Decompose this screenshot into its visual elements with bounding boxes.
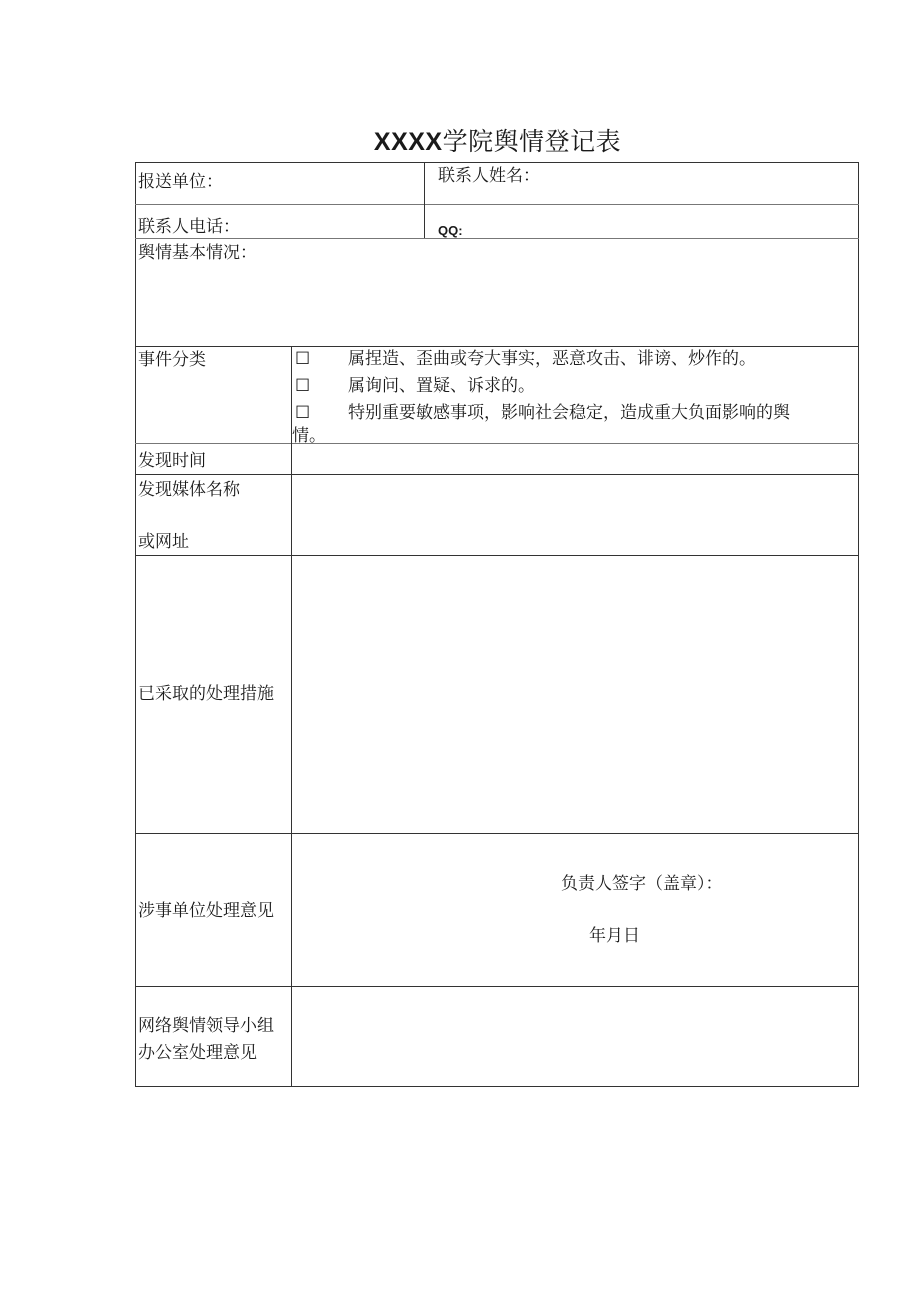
media-name-label-line2: 或网址 — [138, 532, 189, 552]
row-divider-3 — [135, 346, 859, 347]
title-prefix: XXXX — [373, 128, 443, 156]
title-text: 学院舆情登记表 — [442, 127, 622, 156]
unit-opinion-label: 涉事单位处理意见 — [138, 901, 274, 921]
measures-taken-label: 已采取的处理措施 — [138, 684, 274, 704]
category-text-2: 属询问、置疑、诉求的。 — [348, 376, 535, 396]
category-checkbox-3[interactable]: ☐ — [295, 403, 311, 423]
row-divider-4 — [135, 443, 859, 444]
frame-top — [135, 162, 859, 163]
row-divider-8 — [135, 986, 859, 987]
signature-date: 年月日 — [589, 926, 640, 946]
row-divider-7 — [135, 833, 859, 834]
category-checkbox-1[interactable]: ☐ — [295, 349, 311, 369]
category-text-1: 属捏造、歪曲或夸大事实，恶意攻击、诽谤、炒作的。 — [348, 349, 756, 369]
category-text-3-continuation: 情。 — [292, 426, 326, 446]
col-divider-top — [424, 162, 425, 238]
row-divider-6 — [135, 555, 859, 556]
report-unit-label: 报送单位： — [138, 172, 223, 192]
row-divider-1 — [135, 204, 859, 205]
contact-name-label: 联系人姓名： — [438, 166, 540, 186]
row-divider-5 — [135, 474, 859, 475]
media-name-label-line1: 发现媒体名称 — [138, 480, 240, 500]
category-text-3: 特别重要敏感事项，影响社会稳定，造成重大负面影响的舆 — [348, 403, 790, 423]
event-category-label: 事件分类 — [138, 350, 206, 370]
qq-label: QQ: — [438, 223, 463, 238]
office-opinion-label-line2: 办公室处理意见 — [138, 1043, 257, 1063]
frame-bottom — [135, 1086, 859, 1087]
col-divider-main — [291, 346, 292, 1087]
basic-situation-label: 舆情基本情况： — [138, 243, 257, 263]
office-opinion-label-line1: 网络舆情领导小组 — [138, 1016, 274, 1036]
row-divider-2 — [135, 238, 859, 239]
frame-left — [135, 162, 136, 1087]
contact-phone-label: 联系人电话： — [138, 217, 240, 237]
signature-label: 负责人签字（盖章）： — [561, 874, 723, 894]
registration-form — [135, 162, 859, 1087]
category-checkbox-2[interactable]: ☐ — [295, 376, 311, 396]
page-title — [0, 122, 920, 158]
frame-right — [858, 162, 859, 1087]
discovery-time-label: 发现时间 — [138, 451, 206, 471]
